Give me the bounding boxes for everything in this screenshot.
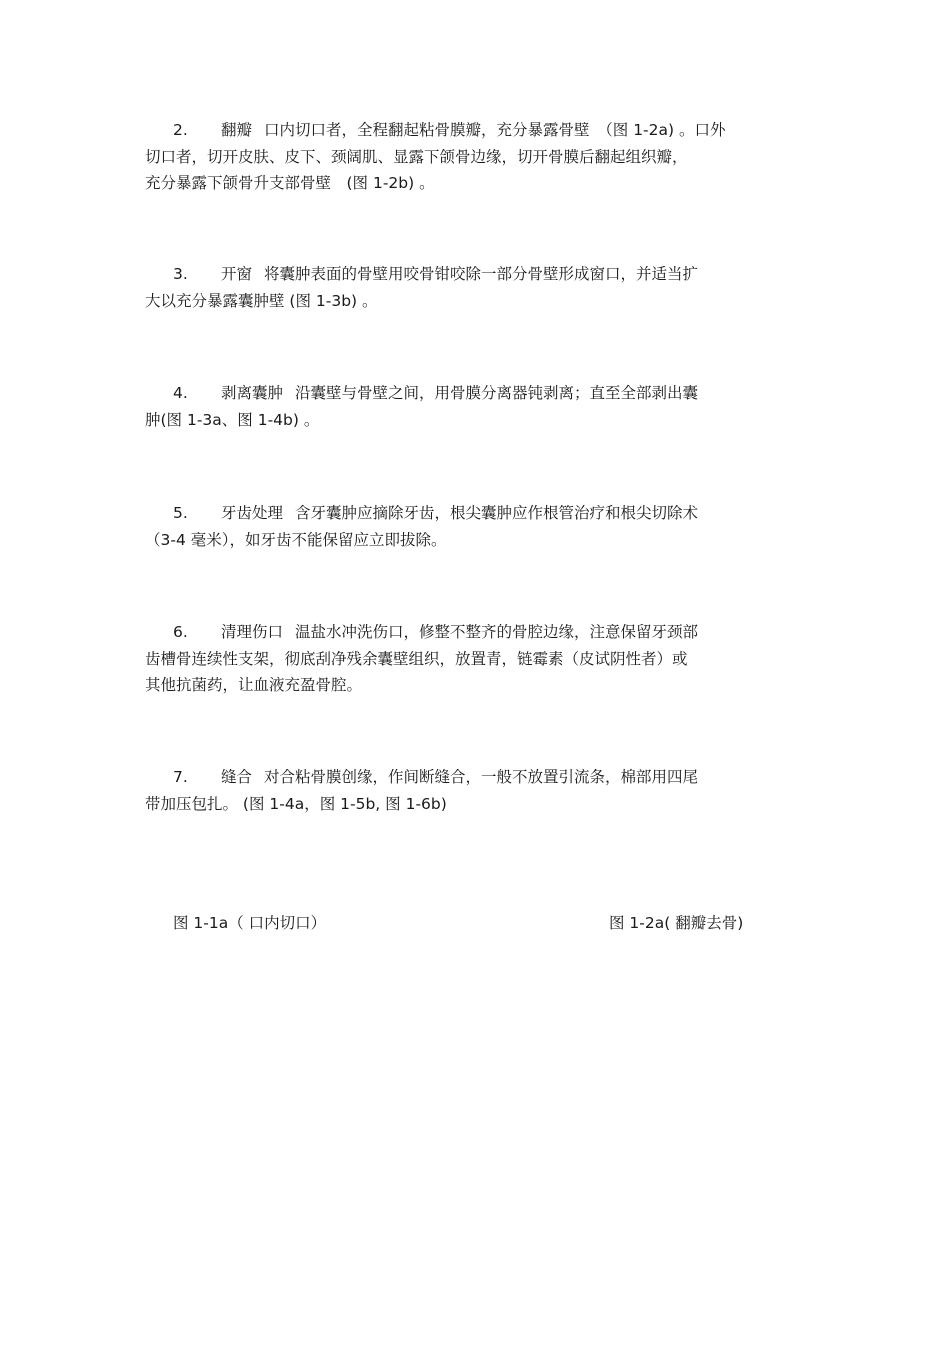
step-heading: 牙齿处理	[221, 504, 284, 522]
step-number: 5.	[173, 504, 188, 522]
line-text: 对合粘骨膜创缘，作间断缝合，一般不放置引流条，棉部用四尾	[264, 768, 699, 786]
paragraph-line	[145, 261, 810, 288]
figure-caption-1-1a: 图 1-1a（ 口内切口）	[173, 914, 327, 932]
paragraph-line: 肿(图 1-3a、图 1-4b) 。	[145, 410, 320, 429]
line-text: 温盐水冲洗伤口，修整不整齐的骨腔边缘，注意保留牙颈部	[295, 623, 699, 641]
step-number: 3.	[173, 265, 188, 283]
paragraph-line	[145, 380, 810, 407]
paragraph-line	[145, 619, 810, 646]
paragraph-line: 齿槽骨连续性支架，彻底刮净残余囊壁组织，放置青，链霉素（皮试阴性者）或	[145, 649, 688, 668]
paragraph-step-4	[145, 380, 810, 433]
paragraph-step-3	[145, 261, 810, 314]
step-heading: 清理伤口	[221, 623, 284, 641]
step-number: 7.	[173, 768, 188, 786]
step-heading: 开窗	[221, 265, 253, 283]
step-heading: 缝合	[221, 768, 253, 786]
paragraph-line: （3-4 毫米），如牙齿不能保留应立即拔除。	[145, 530, 447, 549]
paragraph-line	[145, 764, 810, 791]
step-heading: 剥离囊肿	[221, 384, 284, 402]
paragraph-step-2	[145, 117, 810, 197]
paragraph-step-6	[145, 619, 810, 699]
step-number: 2.	[173, 121, 188, 139]
paragraph-line: 切口者，切开皮肤、皮下、颈阔肌、显露下颌骨边缘，切开骨膜后翻起组织瓣，	[145, 147, 688, 166]
step-number: 6.	[173, 623, 188, 641]
line-text: 口内切口者，全程翻起粘骨膜瓣，充分暴露骨壁 （图 1-2a) 。口外	[264, 121, 726, 139]
line-text: 将囊肿表面的骨壁用咬骨钳咬除一部分骨壁形成窗口，并适当扩	[264, 265, 699, 283]
paragraph-line	[145, 500, 810, 527]
paragraph-step-7	[145, 764, 810, 817]
paragraph-line	[145, 117, 810, 144]
paragraph-line: 大以充分暴露囊肿壁 (图 1-3b) 。	[145, 291, 378, 310]
paragraph-line: 其他抗菌药，让血液充盈骨腔。	[145, 676, 363, 694]
paragraph-line: 带加压包扎。 (图 1-4a，图 1-5b, 图 1-6b)	[145, 794, 447, 813]
step-number: 4.	[173, 384, 188, 402]
step-heading: 翻瓣	[221, 121, 253, 139]
paragraph-line: 充分暴露下颌骨升支部骨壁 (图 1-2b) 。	[145, 174, 435, 192]
paragraph-step-5	[145, 500, 810, 553]
line-text: 含牙囊肿应摘除牙齿，根尖囊肿应作根管治疗和根尖切除术	[295, 504, 699, 522]
figure-caption-1-2a: 图 1-2a( 翻瓣去骨)	[609, 914, 744, 932]
line-text: 沿囊壁与骨壁之间，用骨膜分离器钝剥离；直至全部剥出囊	[295, 384, 699, 402]
